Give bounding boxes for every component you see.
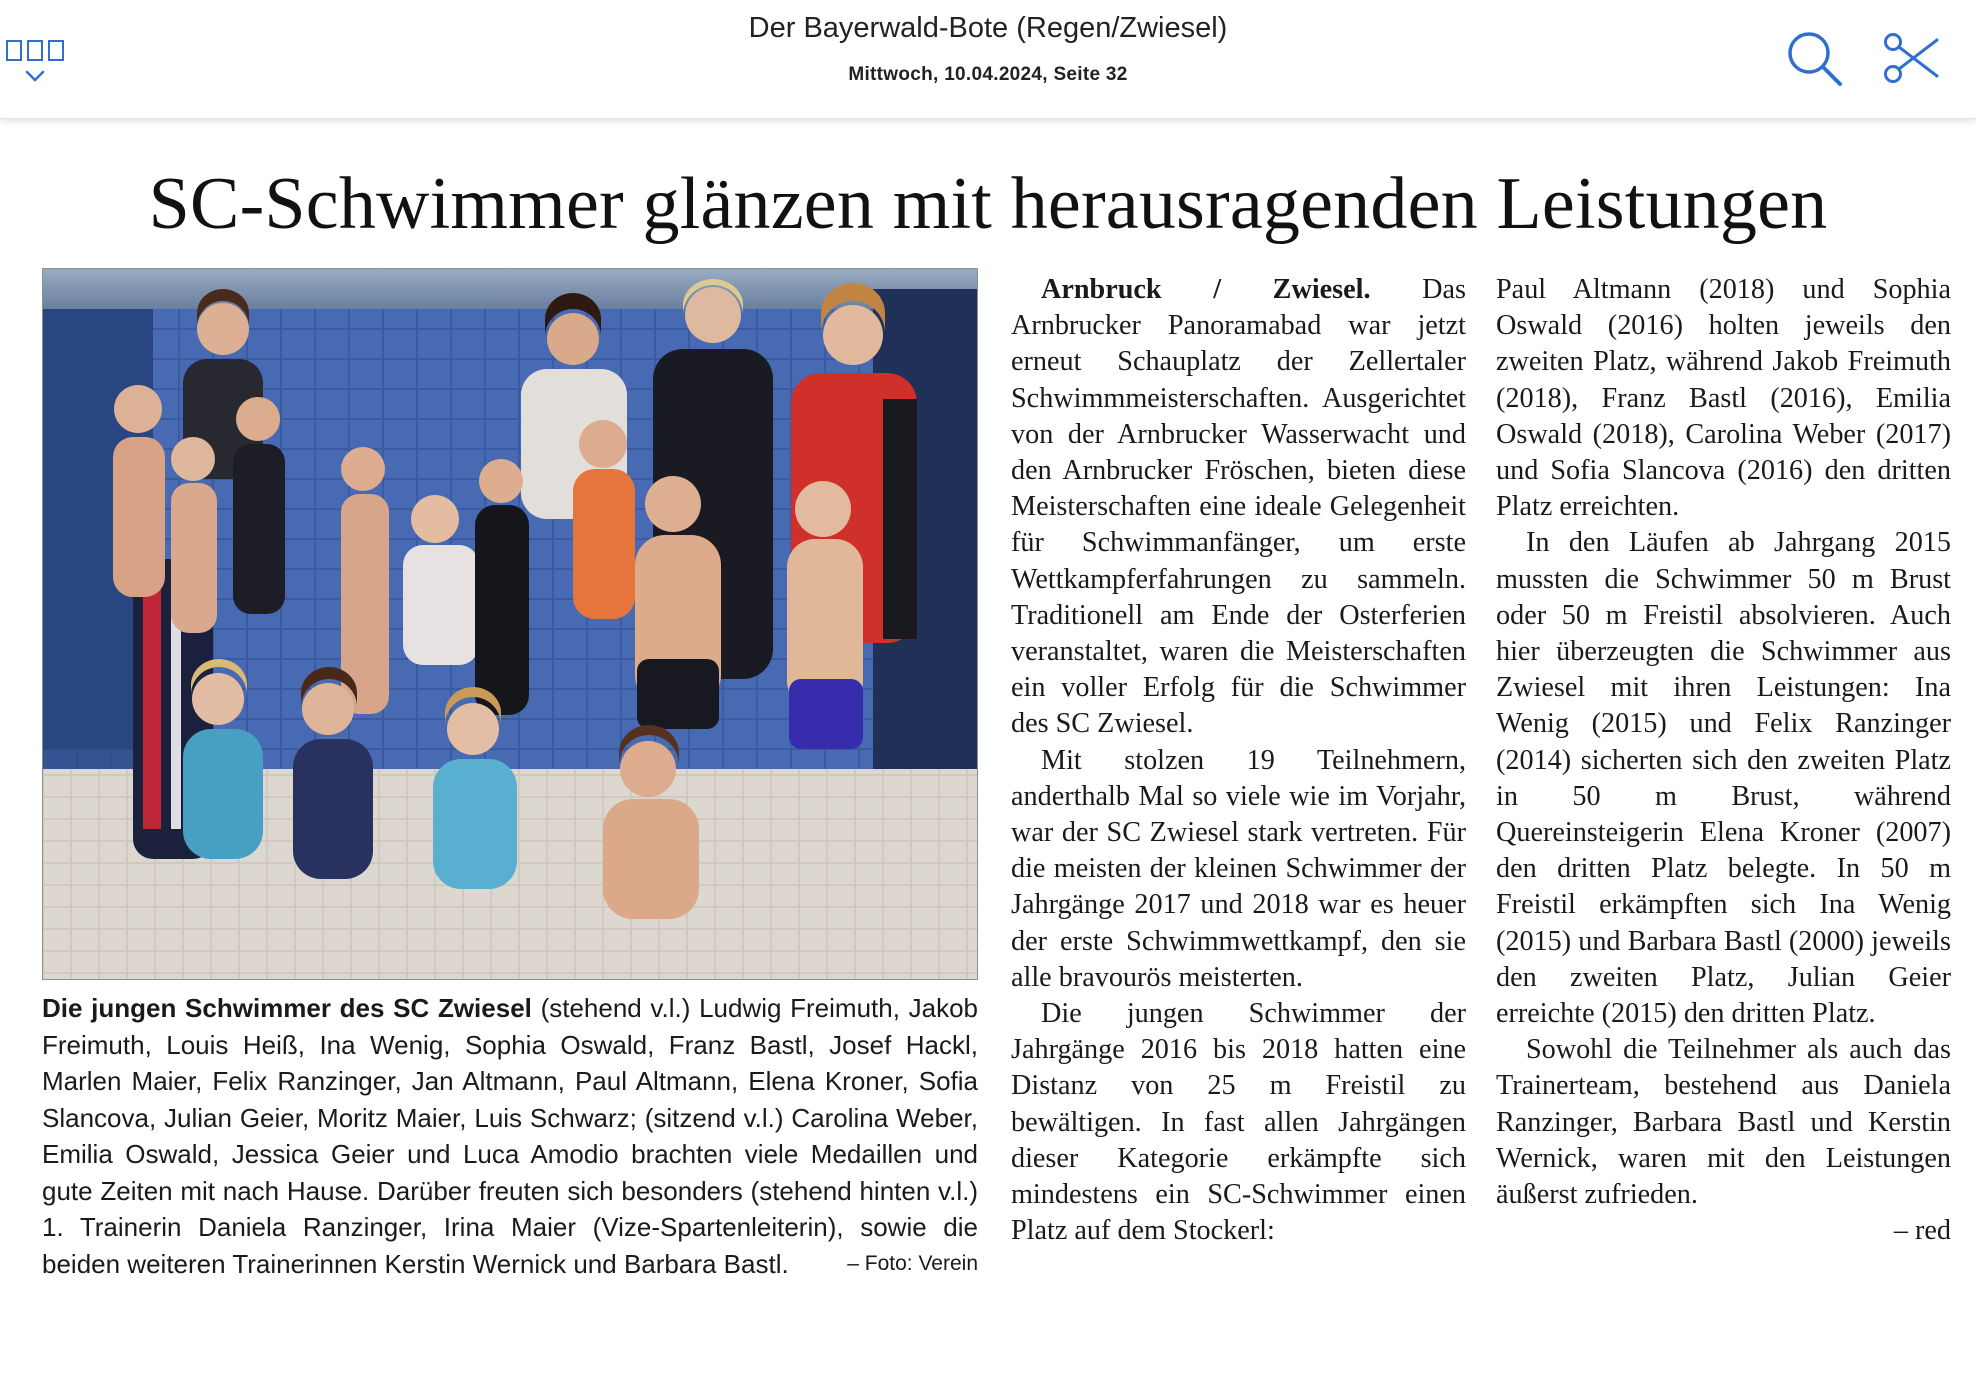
paragraph: Sowohl die Teilnehmer als auch das Trainerteam, bestehend aus Daniela Ranzinger, Barbara Bastl und Kerstin Wernick, waren mit den Leistungen äußerst zufrieden.: [1496, 1034, 1951, 1211]
search-button[interactable]: [1784, 28, 1844, 88]
article-photo[interactable]: [42, 268, 978, 980]
article-column-2: [1496, 272, 1951, 1249]
publication-title: Der Bayerwald-Bote (Regen/Zwiesel): [748, 12, 1228, 44]
paragraph-text: Das Arnbrucker Panoramabad war jetzt erneut Schauplatz der Zellertaler Schwimmmeisterschaften. Ausgerichtet von der Arnbrucker Wasserwacht und den Arnbrucker Fröschen, bieten diese Meisterschaften eine ideale Gelegenheit für Schwimmanfänger, um erste Wettkampferfahrungen zu sammeln. Traditionell am Ende der Osterferien veranstaltet, waren die Meisterschaften ein voller Erfolg für die Schwimmer des SC Zwiesel.: [1011, 274, 1466, 740]
caption-body: (stehend v.l.) Ludwig Freimuth, Jakob Freimuth, Louis Heiß, Ina Wenig, Sophia Oswald, Franz Bastl, Josef Hackl, Marlen Maier, Felix Ranzinger, Jan Altmann, Paul Altmann, Elena Kroner, Sofia Slancova, Julian Geier, Moritz Maier, Luis Schwarz; (sitzend v.l.) Carolina Weber, Emilia Oswald, Jessica Geier und Luca Amodio brachten viele Medaillen und gute Zeiten mit nach Hause. Darüber freuten sich besonders (stehend hinten v.l.) 1. Trainerin Daniela Ranzinger, Irina Maier (Vize-Spartenleiterin), sowie die beiden weiteren Trainerinnen Kerstin Wernick und Barbara Bastl.: [42, 993, 979, 1279]
paragraph: Die jungen Schwimmer der Jahrgänge 2016 bis 2018 hatten eine Distanz von 25 m Freistil zu bewältigen. In fast allen Jahrgängen dieser Kategorie erkämpfte sich mindestens ein SC-Schwimmer einen Platz auf dem Stockerl:: [1011, 998, 1466, 1247]
caption-lead: Die jungen Schwimmer des SC Zwiesel: [42, 993, 532, 1023]
photo-credit: – Foto: Verein: [847, 1252, 978, 1275]
photo-caption: [42, 990, 978, 1283]
group-photo-illustration: [43, 269, 978, 980]
reader-toolbar: [0, 0, 1976, 119]
clip-article-button[interactable]: [1882, 28, 1942, 88]
paragraph: In den Läufen ab Jahrgang 2015 mussten die Schwimmer 50 m Brust oder 50 m Freistil absolvieren. Auch hier überzeugten die Schwimmer aus Zwiesel mit ihren Leistungen: Ina Wenig (2015) und Felix Ranzinger (2014) sicherten sich den zweiten Platz in 50 m Brust, während Quereinsteigerin Elena Kroner (2007) den dritten Platz belegte. In 50 m Freistil erkämpften sich Ina Wenig (2015) und Barbara Bastl (2000) jeweils den zweiten Platz, Julian Geier erreichte (2015) den dritten Platz.: [1496, 527, 1951, 1030]
search-icon: [1784, 28, 1844, 88]
paragraph: [1011, 272, 1466, 743]
author-signature: – red: [1893, 1215, 1951, 1247]
paragraph: Paul Altmann (2018) und Sophia Oswald (2016) holten jeweils den zweiten Platz, während Jakob Freimuth (2018), Franz Bastl (2016), Emilia Oswald (2018), Carolina Weber (2017) und Sofia Slancova (2016) den dritten Platz erreichten.: [1496, 274, 1951, 523]
article-headline: SC-Schwimmer glänzen mit herausragenden Leistungen: [148, 163, 1828, 245]
issue-date: Mittwoch, 10.04.2024, Seite 32: [848, 64, 1128, 85]
scissors-icon: [1882, 28, 1942, 88]
paragraph: Mit stolzen 19 Teilnehmern, anderthalb Mal so viele wie im Vorjahr, war der SC Zwiesel stark vertreten. Für die meisten der kleinen Schwimmer der Jahrgänge 2017 und 2018 war es heuer der erste Schwimmwettkampf, den sie alle bravourös meisterten.: [1011, 744, 1466, 993]
dateline: Arnbruck / Zwiesel.: [1041, 274, 1371, 305]
article-column-1: [1011, 272, 1466, 1249]
